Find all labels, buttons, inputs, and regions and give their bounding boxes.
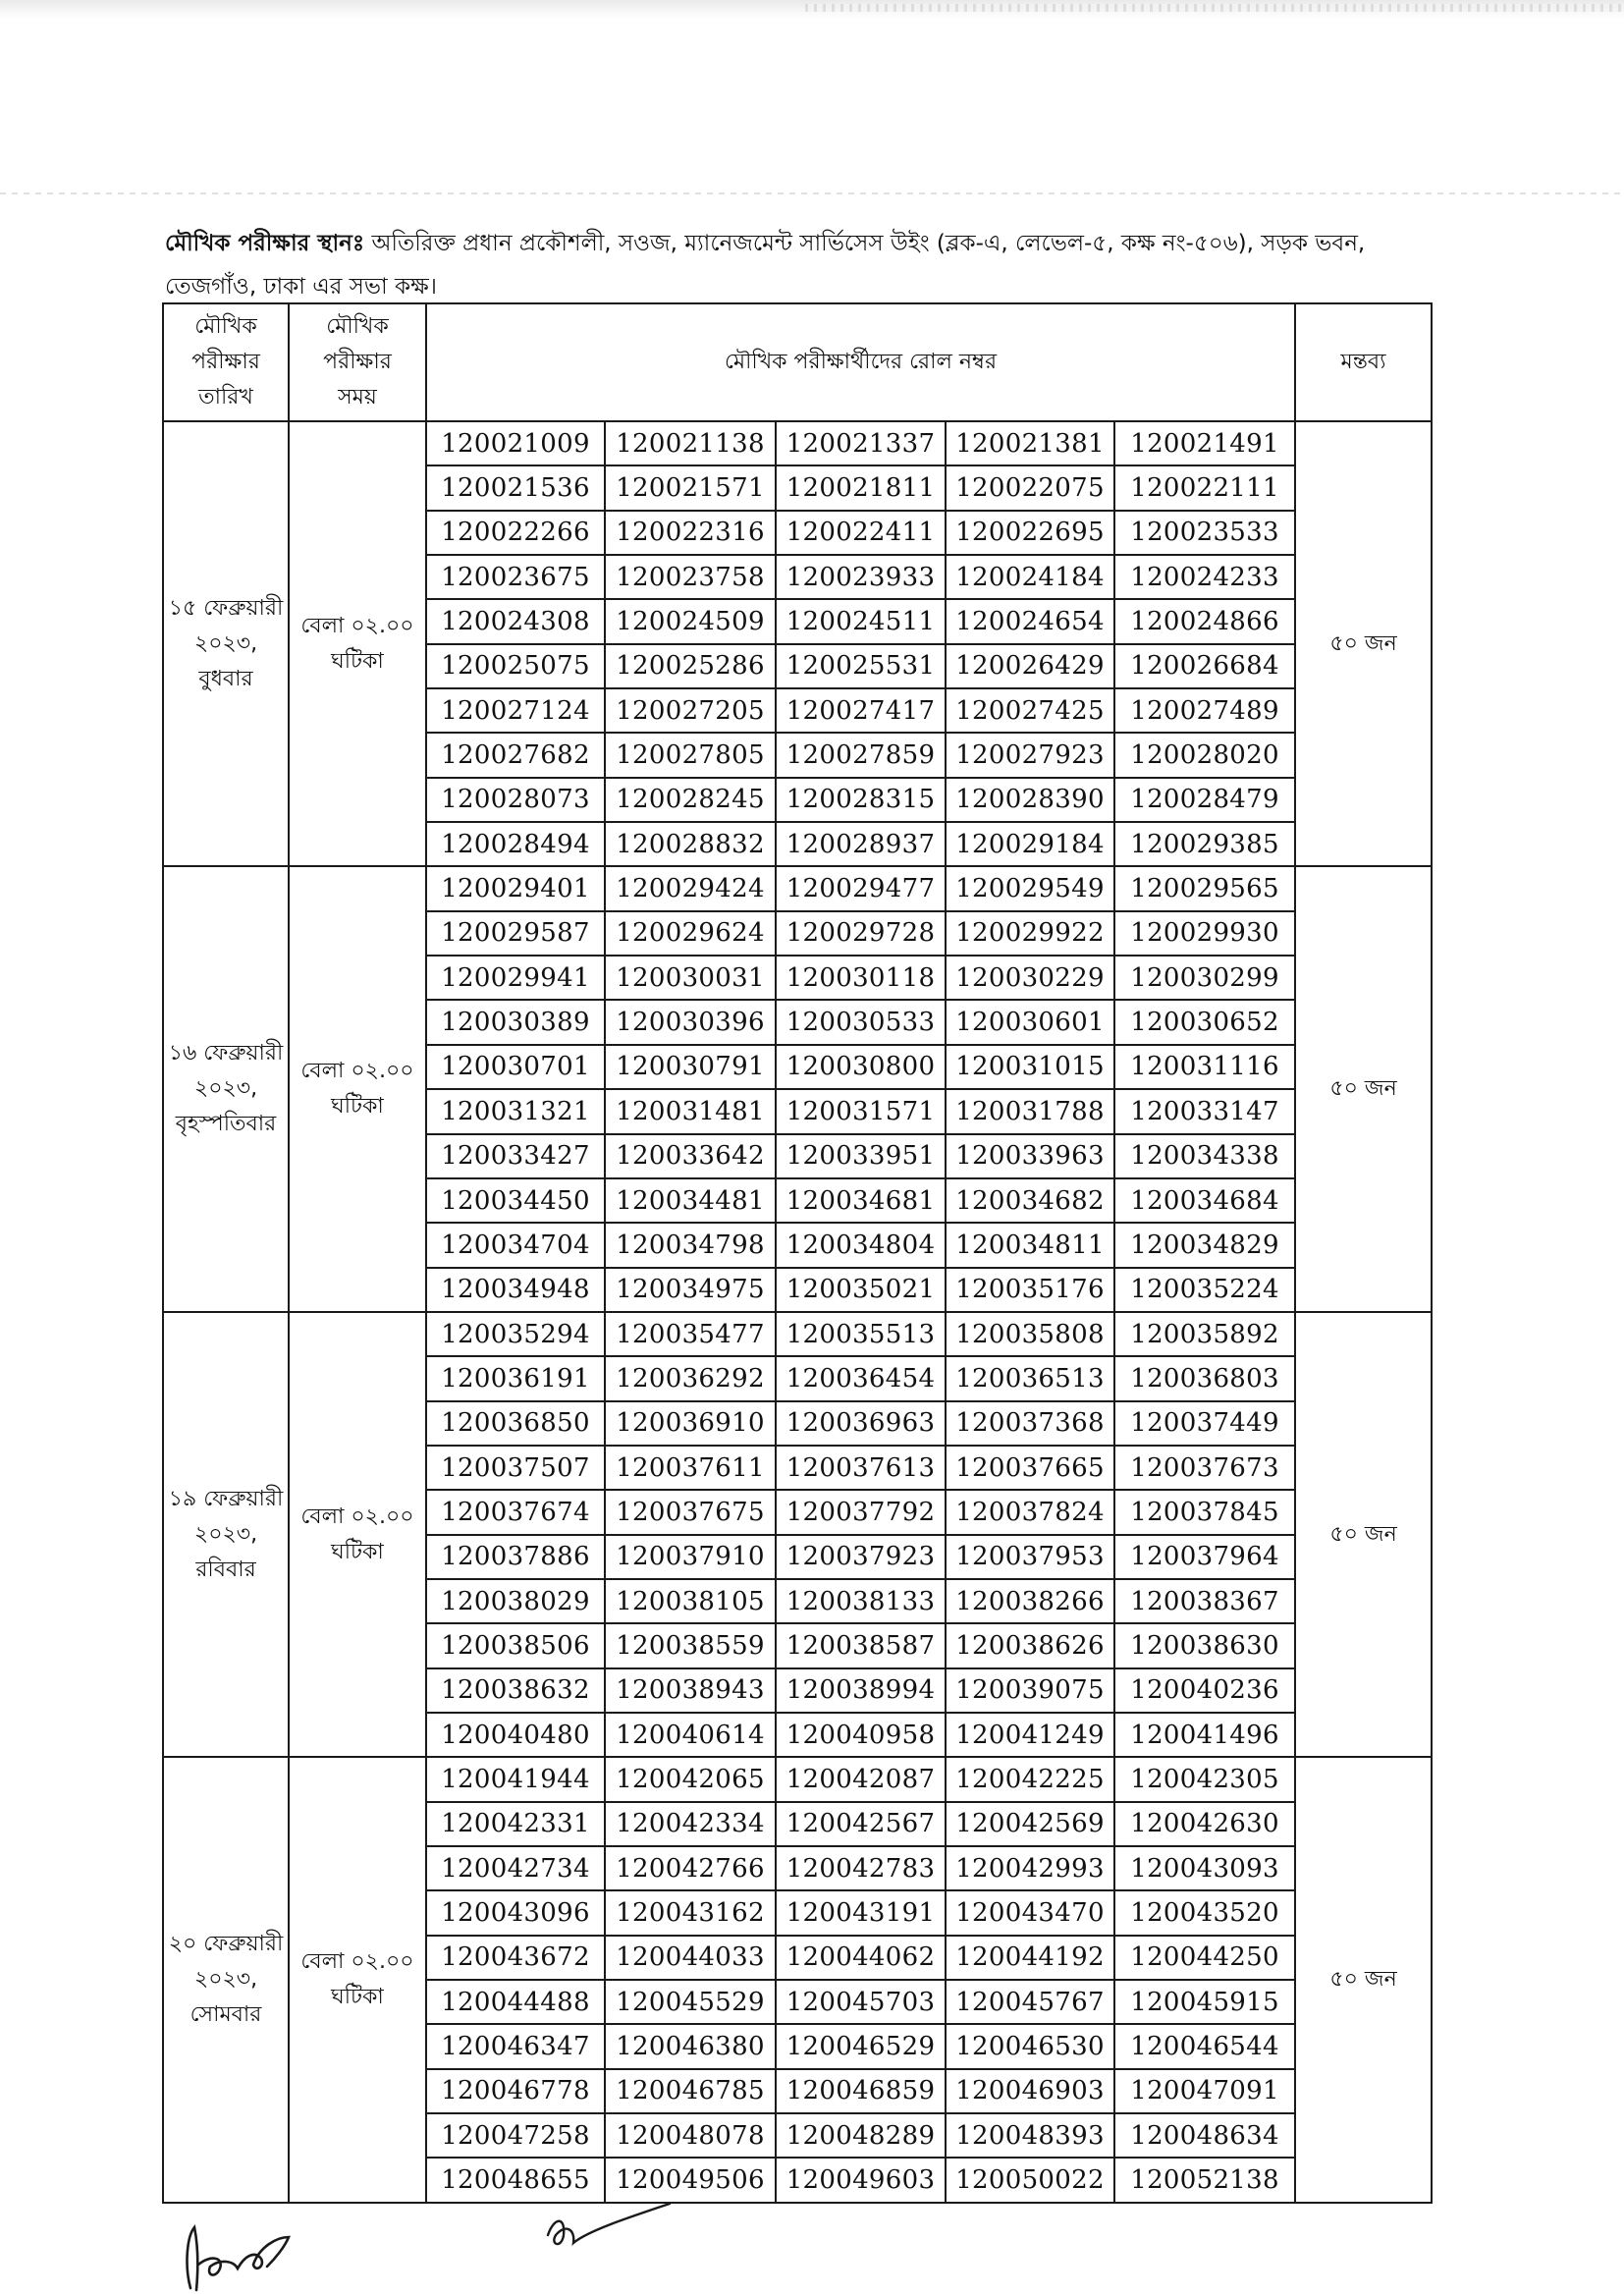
roll-number-cell: 120035176 [946, 1268, 1114, 1312]
roll-number-cell: 120043093 [1114, 1846, 1295, 1890]
roll-number-cell: 120037675 [605, 1490, 776, 1534]
roll-number-cell: 120036191 [426, 1356, 605, 1400]
roll-number-cell: 120043470 [946, 1890, 1114, 1935]
roll-number-cell: 120028937 [776, 822, 946, 866]
roll-number-cell: 120035021 [776, 1268, 946, 1312]
roll-number-cell: 120038630 [1114, 1623, 1295, 1667]
roll-number-cell: 120029549 [946, 866, 1114, 910]
viva-date-cell: ২০ ফেব্রুয়ারী ২০২৩, সোমবার [163, 1757, 289, 2203]
roll-number-cell: 120022075 [946, 465, 1114, 510]
roll-number-cell: 120041249 [946, 1713, 1114, 1757]
roll-number-cell: 120038994 [776, 1668, 946, 1713]
roll-number-cell: 120038943 [605, 1668, 776, 1713]
roll-number-cell: 120033951 [776, 1134, 946, 1178]
roll-number-cell: 120046859 [776, 2069, 946, 2113]
header-date: মৌখিক পরীক্ষার তারিখ [163, 303, 289, 421]
roll-number-cell: 120048655 [426, 2158, 605, 2203]
roll-number-cell: 120035513 [776, 1312, 946, 1356]
roll-number-cell: 120037611 [605, 1446, 776, 1490]
roll-number-cell: 120048634 [1114, 2113, 1295, 2158]
roll-number-cell: 120030601 [946, 1000, 1114, 1044]
roll-number-cell: 120034975 [605, 1268, 776, 1312]
viva-time-cell: বেলা ০২.০০ ঘটিকা [289, 866, 426, 1311]
roll-number-cell: 120021381 [946, 421, 1114, 465]
roll-number-cell: 120033147 [1114, 1089, 1295, 1133]
scan-artifact-line [0, 192, 1624, 194]
roll-number-cell: 120046778 [426, 2069, 605, 2113]
roll-number-cell: 120038133 [776, 1579, 946, 1623]
roll-number-cell: 120037824 [946, 1490, 1114, 1534]
roll-number-cell: 120021491 [1114, 421, 1295, 465]
roll-number-cell: 120030701 [426, 1045, 605, 1089]
roll-number-cell: 120030800 [776, 1045, 946, 1089]
roll-number-cell: 120036454 [776, 1356, 946, 1400]
roll-number-cell: 120048289 [776, 2113, 946, 2158]
roll-number-cell: 120037665 [946, 1446, 1114, 1490]
handwritten-signature-right [540, 2196, 677, 2265]
roll-number-cell: 120043096 [426, 1890, 605, 1935]
roll-number-cell: 120042225 [946, 1757, 1114, 1801]
roll-number-cell: 120028245 [605, 778, 776, 822]
roll-number-cell: 120045767 [946, 1980, 1114, 2024]
roll-number-cell: 120023533 [1114, 511, 1295, 555]
roll-number-cell: 120028494 [426, 822, 605, 866]
roll-number-cell: 120044192 [946, 1936, 1114, 1980]
roll-number-cell: 120024233 [1114, 555, 1295, 599]
table-header-row [163, 303, 1432, 421]
roll-number-cell: 120023675 [426, 555, 605, 599]
roll-number-cell: 120034450 [426, 1178, 605, 1223]
roll-number-cell: 120045703 [776, 1980, 946, 2024]
roll-number-cell: 120036513 [946, 1356, 1114, 1400]
roll-number-cell: 120044062 [776, 1936, 946, 1980]
roll-number-cell: 120037886 [426, 1535, 605, 1579]
roll-number-cell: 120044250 [1114, 1936, 1295, 1980]
roll-number-cell: 120038105 [605, 1579, 776, 1623]
roll-number-cell: 120045529 [605, 1980, 776, 2024]
roll-number-cell: 120037845 [1114, 1490, 1295, 1534]
roll-number-cell: 120038266 [946, 1579, 1114, 1623]
roll-number-cell: 120037910 [605, 1535, 776, 1579]
viva-time-cell: বেলা ০২.০০ ঘটিকা [289, 1757, 426, 2203]
roll-number-cell: 120041496 [1114, 1713, 1295, 1757]
roll-number-cell: 120027859 [776, 733, 946, 777]
roll-number-cell: 120034338 [1114, 1134, 1295, 1178]
roll-number-cell: 120021536 [426, 465, 605, 510]
roll-number-cell: 120022695 [946, 511, 1114, 555]
roll-number-cell: 120040480 [426, 1713, 605, 1757]
roll-number-cell: 120042766 [605, 1846, 776, 1890]
roll-number-cell: 120030533 [776, 1000, 946, 1044]
remarks-cell: ৫০ জন [1295, 1757, 1432, 2203]
roll-number-cell: 120029184 [946, 822, 1114, 866]
roll-number-cell: 120030389 [426, 1000, 605, 1044]
viva-date-cell: ১৯ ফেব্রুয়ারী ২০২৩, রবিবার [163, 1312, 289, 1757]
roll-number-cell: 120034704 [426, 1223, 605, 1267]
venue-line-1: অতিরিক্ত প্রধান প্রকৌশলী, সওজ, ম্যানেজমেন্ট সার্ভিসেস উইং (ব্লক-এ, লেভেল-৫, কক্ষ নং-৫০৬), সড়ক ভবন, [364, 231, 1366, 256]
roll-number-cell: 120037674 [426, 1490, 605, 1534]
header-roll-numbers: মৌখিক পরীক্ষার্থীদের রোল নম্বর [426, 303, 1295, 421]
roll-number-cell: 120021811 [776, 465, 946, 510]
roll-number-cell: 120038587 [776, 1623, 946, 1667]
roll-number-cell: 120022316 [605, 511, 776, 555]
venue-line-2: তেজগাঁও, ঢাকা এর সভা কক্ষ। [165, 274, 437, 300]
roll-number-cell: 120042331 [426, 1802, 605, 1846]
roll-number-cell: 120029922 [946, 911, 1114, 956]
roll-number-cell: 120027805 [605, 733, 776, 777]
roll-number-cell: 120034948 [426, 1268, 605, 1312]
roll-number-cell: 120030229 [946, 956, 1114, 1000]
roll-number-cell: 120029624 [605, 911, 776, 956]
roll-number-cell: 120035294 [426, 1312, 605, 1356]
roll-number-cell: 120028073 [426, 778, 605, 822]
roll-number-cell: 120025286 [605, 644, 776, 688]
roll-number-cell: 120033642 [605, 1134, 776, 1178]
roll-number-cell: 120035224 [1114, 1268, 1295, 1312]
roll-number-cell: 120050022 [946, 2158, 1114, 2203]
roll-number-cell: 120038029 [426, 1579, 605, 1623]
roll-number-cell: 120044488 [426, 1980, 605, 2024]
roll-number-cell: 120042065 [605, 1757, 776, 1801]
roll-number-cell: 120027682 [426, 733, 605, 777]
roll-number-cell: 120029401 [426, 866, 605, 910]
roll-number-cell: 120025531 [776, 644, 946, 688]
roll-number-cell: 120036803 [1114, 1356, 1295, 1400]
table-row [163, 421, 1432, 465]
roll-number-cell: 120038559 [605, 1623, 776, 1667]
roll-number-cell: 120021009 [426, 421, 605, 465]
roll-number-cell: 120038506 [426, 1623, 605, 1667]
roll-number-cell: 120023933 [776, 555, 946, 599]
roll-number-cell: 120034681 [776, 1178, 946, 1223]
roll-number-cell: 120024308 [426, 599, 605, 643]
roll-number-cell: 120042993 [946, 1846, 1114, 1890]
roll-number-cell: 120047091 [1114, 2069, 1295, 2113]
roll-number-cell: 120042569 [946, 1802, 1114, 1846]
roll-number-cell: 120035477 [605, 1312, 776, 1356]
roll-number-cell: 120046903 [946, 2069, 1114, 2113]
venue-label: মৌখিক পরীক্ষার স্থানঃ [165, 231, 365, 256]
roll-number-cell: 120022411 [776, 511, 946, 555]
roll-number-cell: 120029477 [776, 866, 946, 910]
roll-number-cell: 120052138 [1114, 2158, 1295, 2203]
roll-number-cell: 120023758 [605, 555, 776, 599]
roll-number-cell: 120040958 [776, 1713, 946, 1757]
roll-number-cell: 120024509 [605, 599, 776, 643]
roll-number-cell: 120034798 [605, 1223, 776, 1267]
roll-number-cell: 120022266 [426, 511, 605, 555]
roll-number-cell: 120034829 [1114, 1223, 1295, 1267]
roll-number-cell: 120027923 [946, 733, 1114, 777]
roll-number-cell: 120046544 [1114, 2024, 1295, 2068]
roll-number-cell: 120027489 [1114, 688, 1295, 733]
roll-number-cell: 120024866 [1114, 599, 1295, 643]
roll-number-cell: 120043672 [426, 1936, 605, 1980]
roll-number-cell: 120028020 [1114, 733, 1295, 777]
roll-number-cell: 120034684 [1114, 1178, 1295, 1223]
roll-number-cell: 120033427 [426, 1134, 605, 1178]
roll-number-cell: 120037673 [1114, 1446, 1295, 1490]
roll-number-cell: 120049506 [605, 2158, 776, 2203]
roll-number-cell: 120042630 [1114, 1802, 1295, 1846]
viva-time-cell: বেলা ০২.০০ ঘটিকা [289, 1312, 426, 1757]
header-remarks: মন্তব্য [1295, 303, 1432, 421]
roll-number-cell: 120046347 [426, 2024, 605, 2068]
roll-number-cell: 120028832 [605, 822, 776, 866]
roll-number-cell: 120034804 [776, 1223, 946, 1267]
roll-number-cell: 120043520 [1114, 1890, 1295, 1935]
remarks-cell: ৫০ জন [1295, 866, 1432, 1311]
roll-number-cell: 120030791 [605, 1045, 776, 1089]
roll-number-cell: 120036850 [426, 1401, 605, 1446]
header-time: মৌখিক পরীক্ষার সময় [289, 303, 426, 421]
table-row [163, 1312, 1432, 1356]
roll-number-cell: 120031321 [426, 1089, 605, 1133]
viva-time-cell: বেলা ০২.০০ ঘটিকা [289, 421, 426, 866]
roll-number-cell: 120042305 [1114, 1757, 1295, 1801]
viva-roll-table [162, 302, 1433, 2204]
roll-number-cell: 120021138 [605, 421, 776, 465]
roll-number-cell: 120036910 [605, 1401, 776, 1446]
roll-number-cell: 120039075 [946, 1668, 1114, 1713]
roll-number-cell: 120029424 [605, 866, 776, 910]
roll-number-cell: 120031571 [776, 1089, 946, 1133]
roll-number-cell: 120037449 [1114, 1401, 1295, 1446]
roll-number-cell: 120038632 [426, 1668, 605, 1713]
roll-number-cell: 120041944 [426, 1757, 605, 1801]
roll-number-cell: 120045915 [1114, 1980, 1295, 2024]
table-body [163, 421, 1432, 2203]
roll-number-cell: 120028479 [1114, 778, 1295, 822]
roll-number-cell: 120026684 [1114, 644, 1295, 688]
roll-number-cell: 120029385 [1114, 822, 1295, 866]
roll-number-cell: 120030118 [776, 956, 946, 1000]
roll-number-cell: 120048393 [946, 2113, 1114, 2158]
roll-number-cell: 120029728 [776, 911, 946, 956]
roll-number-cell: 120025075 [426, 644, 605, 688]
roll-number-cell: 120033963 [946, 1134, 1114, 1178]
roll-number-cell: 120046380 [605, 2024, 776, 2068]
roll-number-cell: 120026429 [946, 644, 1114, 688]
roll-number-cell: 120030031 [605, 956, 776, 1000]
roll-number-cell: 120029941 [426, 956, 605, 1000]
roll-number-cell: 120037923 [776, 1535, 946, 1579]
roll-number-cell: 120037792 [776, 1490, 946, 1534]
table-row [163, 1757, 1432, 1801]
roll-number-cell: 120024511 [776, 599, 946, 643]
roll-number-cell: 120029565 [1114, 866, 1295, 910]
roll-number-cell: 120038367 [1114, 1579, 1295, 1623]
roll-number-cell: 120040236 [1114, 1668, 1295, 1713]
roll-number-cell: 120035892 [1114, 1312, 1295, 1356]
roll-number-cell: 120021571 [605, 465, 776, 510]
roll-number-cell: 120037507 [426, 1446, 605, 1490]
viva-date-cell: ১৬ ফেব্রুয়ারী ২০২৩, বৃহস্পতিবার [163, 866, 289, 1311]
table-row [163, 866, 1432, 910]
scan-edge-noise [805, 4, 1624, 12]
roll-number-cell: 120042334 [605, 1802, 776, 1846]
roll-number-cell: 120034682 [946, 1178, 1114, 1223]
roll-number-cell: 120031481 [605, 1089, 776, 1133]
roll-number-cell: 120042087 [776, 1757, 946, 1801]
roll-number-cell: 120046529 [776, 2024, 946, 2068]
remarks-cell: ৫০ জন [1295, 1312, 1432, 1757]
roll-number-cell: 120046530 [946, 2024, 1114, 2068]
roll-number-cell: 120037953 [946, 1535, 1114, 1579]
roll-number-cell: 120038626 [946, 1623, 1114, 1667]
roll-number-cell: 120031015 [946, 1045, 1114, 1089]
roll-number-cell: 120030396 [605, 1000, 776, 1044]
roll-number-cell: 120031116 [1114, 1045, 1295, 1089]
roll-number-cell: 120034811 [946, 1223, 1114, 1267]
roll-number-cell: 120029930 [1114, 911, 1295, 956]
roll-number-cell: 120037368 [946, 1401, 1114, 1446]
roll-number-cell: 120042567 [776, 1802, 946, 1846]
roll-number-cell: 120042734 [426, 1846, 605, 1890]
roll-number-cell: 120030299 [1114, 956, 1295, 1000]
viva-date-cell: ১৫ ফেব্রুয়ারী ২০২৩, বুধবার [163, 421, 289, 866]
handwritten-signature-left [177, 2208, 314, 2296]
roll-number-cell: 120047258 [426, 2113, 605, 2158]
roll-number-cell: 120036963 [776, 1401, 946, 1446]
roll-number-cell: 120030652 [1114, 1000, 1295, 1044]
roll-number-cell: 120021337 [776, 421, 946, 465]
roll-number-cell: 120027417 [776, 688, 946, 733]
roll-number-cell: 120024654 [946, 599, 1114, 643]
roll-number-cell: 120043162 [605, 1890, 776, 1935]
roll-number-cell: 120029587 [426, 911, 605, 956]
roll-number-cell: 120022111 [1114, 465, 1295, 510]
remarks-cell: ৫০ জন [1295, 421, 1432, 866]
venue-header [165, 222, 1441, 308]
roll-number-cell: 120040614 [605, 1713, 776, 1757]
roll-number-cell: 120034481 [605, 1178, 776, 1223]
roll-number-cell: 120036292 [605, 1356, 776, 1400]
roll-number-cell: 120024184 [946, 555, 1114, 599]
roll-number-cell: 120028315 [776, 778, 946, 822]
roll-number-cell: 120046785 [605, 2069, 776, 2113]
roll-number-cell: 120049603 [776, 2158, 946, 2203]
roll-number-cell: 120027124 [426, 688, 605, 733]
roll-number-cell: 120048078 [605, 2113, 776, 2158]
roll-number-cell: 120037964 [1114, 1535, 1295, 1579]
roll-number-cell: 120044033 [605, 1936, 776, 1980]
roll-number-cell: 120037613 [776, 1446, 946, 1490]
roll-number-cell: 120028390 [946, 778, 1114, 822]
roll-number-cell: 120042783 [776, 1846, 946, 1890]
roll-number-cell: 120043191 [776, 1890, 946, 1935]
roll-number-cell: 120027425 [946, 688, 1114, 733]
roll-number-cell: 120031788 [946, 1089, 1114, 1133]
roll-number-cell: 120027205 [605, 688, 776, 733]
roll-number-cell: 120035808 [946, 1312, 1114, 1356]
